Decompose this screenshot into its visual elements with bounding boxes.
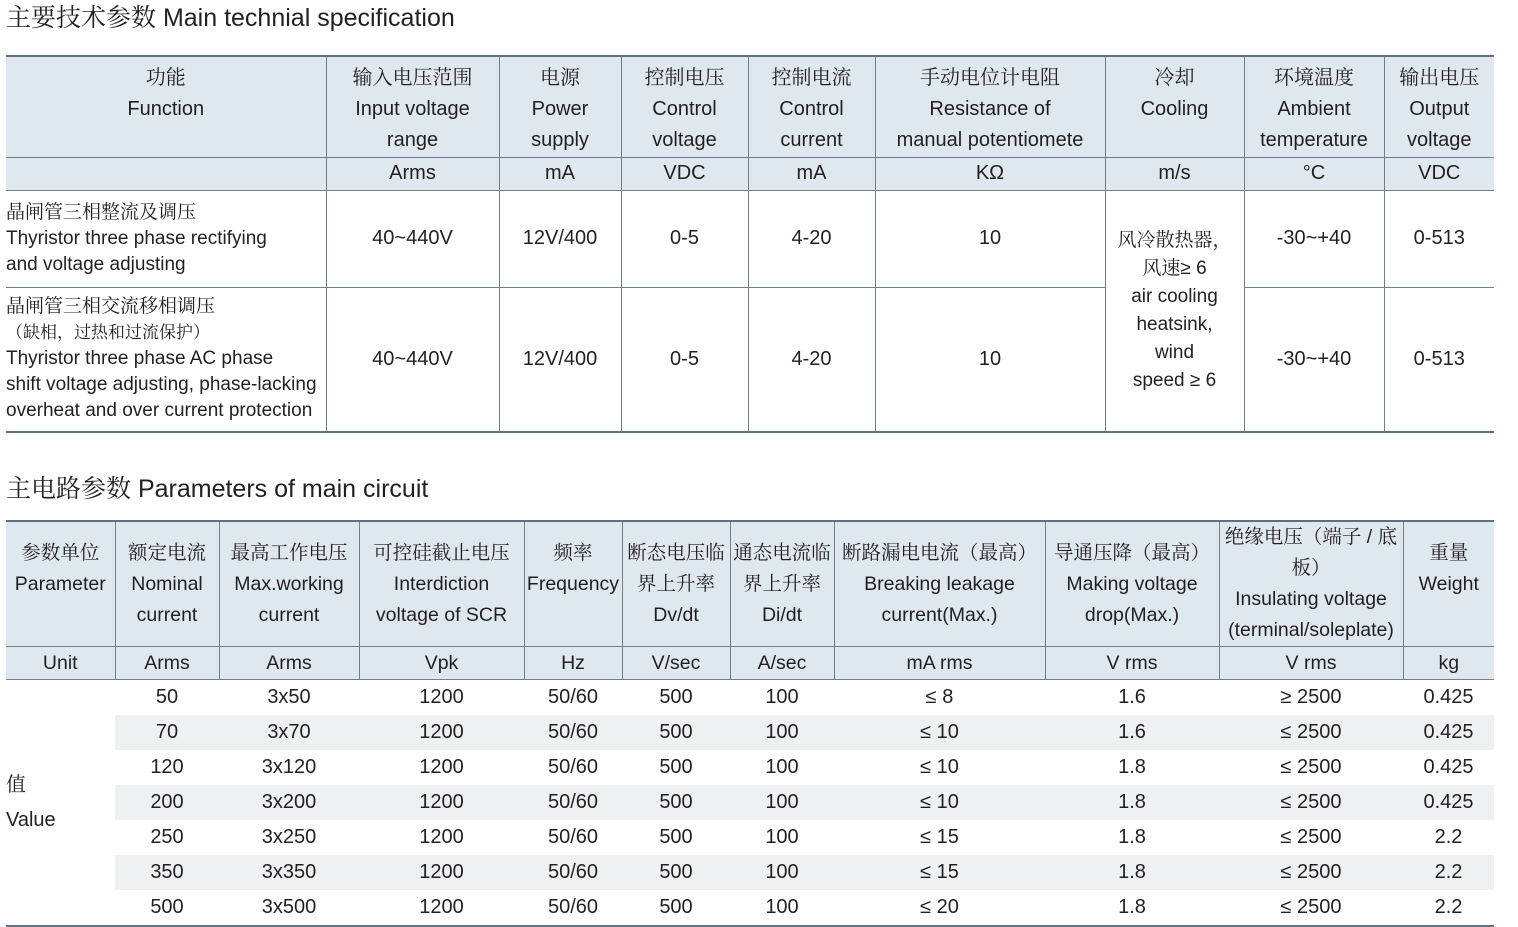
table-cell: 50/60 xyxy=(547,826,599,848)
unit-cell: Arms xyxy=(115,647,219,680)
table-cell: ≤ 10 xyxy=(834,785,1045,820)
header-insulating-voltage: 绝缘电压（端子 / 底板） Insulating voltage (terminal/soleplate) xyxy=(1219,521,1403,647)
spec-header-row xyxy=(6,56,1494,157)
table-cell: 100 xyxy=(765,756,799,778)
input-voltage-value: 40~440V xyxy=(326,287,499,432)
table-cell: 100 xyxy=(765,826,799,848)
table-cell: 500 xyxy=(622,855,730,890)
resistance-value: 10 xyxy=(875,190,1105,287)
unit-cell: kg xyxy=(1403,647,1494,680)
unit-cell: Unit xyxy=(6,647,115,680)
table-cell: ≤ 10 xyxy=(920,756,959,778)
table-cell: 500 xyxy=(659,826,693,848)
header-power-supply: 电源 Power supply xyxy=(499,56,621,157)
unit-cell: Arms xyxy=(326,157,499,190)
table-cell: 3x120 xyxy=(261,756,317,778)
spec-section-title: 主要技术参数 Main technial specification xyxy=(6,4,455,32)
table-cell: 0.425 xyxy=(1403,715,1494,750)
table-cell: 100 xyxy=(765,896,799,918)
unit-cell: Hz xyxy=(524,647,622,680)
table-cell: ≤ 20 xyxy=(920,896,959,918)
header-nominal-current: 额定电流 Nominal current xyxy=(115,521,219,647)
header-input-voltage: 输入电压范围 Input voltage range xyxy=(326,56,499,157)
ambient-value: -30~+40 xyxy=(1244,190,1384,287)
spec-row-phase-shift xyxy=(6,287,1494,432)
table-cell: ≤ 2500 xyxy=(1219,785,1403,820)
table-row xyxy=(6,890,1494,926)
unit-cell: mA xyxy=(499,157,621,190)
table-cell: 100 xyxy=(730,855,834,890)
table-row xyxy=(6,750,1494,785)
unit-cell: mA xyxy=(748,157,875,190)
table-cell: ≤ 2500 xyxy=(1280,896,1342,918)
table-cell: 1200 xyxy=(419,826,464,848)
table-cell: 500 xyxy=(622,785,730,820)
table-cell: 500 xyxy=(659,686,693,708)
table-cell: ≤ 10 xyxy=(834,715,1045,750)
header-dv-dt: 断态电压临 界上升率 Dv/dt xyxy=(622,521,730,647)
table-cell: 70 xyxy=(115,715,219,750)
table-cell: 50/60 xyxy=(524,855,622,890)
spec-row-rectifying xyxy=(6,190,1494,287)
table-cell: 1200 xyxy=(359,715,524,750)
output-voltage-value: 0-513 xyxy=(1384,287,1494,432)
table-cell: ≤ 2500 xyxy=(1219,715,1403,750)
table-cell: 50/60 xyxy=(547,896,599,918)
table-cell: 1.6 xyxy=(1045,715,1219,750)
unit-cell: V/sec xyxy=(622,647,730,680)
table-cell: 500 xyxy=(150,896,184,918)
table-cell: 50/60 xyxy=(524,715,622,750)
table-cell: 3x500 xyxy=(261,896,317,918)
table-cell: 50/60 xyxy=(547,686,599,708)
table-cell: 350 xyxy=(115,855,219,890)
table-cell: ≤ 2500 xyxy=(1280,826,1342,848)
table-cell: 2.2 xyxy=(1434,896,1463,918)
header-max-working: 最高工作电压 Max.working current xyxy=(219,521,359,647)
unit-cell: Arms xyxy=(219,647,359,680)
header-weight: 重量 Weight xyxy=(1403,521,1494,647)
control-voltage-value: 0-5 xyxy=(621,190,748,287)
table-cell: 3x50 xyxy=(267,686,311,708)
table-cell: 0.425 xyxy=(1423,686,1474,708)
unit-cell: A/sec xyxy=(730,647,834,680)
unit-cell: mA rms xyxy=(834,647,1045,680)
power-supply-value: 12V/400 xyxy=(499,190,621,287)
header-ambient-temperature: 环境温度 Ambient temperature xyxy=(1244,56,1384,157)
table-cell: 0.425 xyxy=(1423,756,1474,778)
unit-cell: V rms xyxy=(1045,647,1219,680)
table-cell: 1.6 xyxy=(1118,686,1146,708)
unit-cell: VDC xyxy=(621,157,748,190)
table-cell: ≤ 2500 xyxy=(1219,855,1403,890)
unit-cell: m/s xyxy=(1105,157,1244,190)
table-cell: 1200 xyxy=(359,785,524,820)
spec-unit-row xyxy=(6,157,1494,190)
table-cell: 100 xyxy=(765,686,799,708)
power-supply-value: 12V/400 xyxy=(499,287,621,432)
unit-cell: KΩ xyxy=(875,157,1105,190)
circuit-header-row xyxy=(6,521,1494,647)
header-cooling: 冷却 Cooling xyxy=(1105,56,1244,157)
table-cell: ≥ 2500 xyxy=(1280,686,1342,708)
table-cell: 3x250 xyxy=(261,826,317,848)
control-voltage-value: 0-5 xyxy=(621,287,748,432)
table-cell: 1200 xyxy=(419,896,464,918)
header-control-voltage: 控制电压 Control voltage xyxy=(621,56,748,157)
table-cell: 200 xyxy=(115,785,219,820)
table-cell: 100 xyxy=(730,715,834,750)
header-output-voltage: 输出电压 Output voltage xyxy=(1384,56,1494,157)
circuit-unit-row xyxy=(6,647,1494,680)
table-cell: 1200 xyxy=(419,756,464,778)
header-resistance: 手动电位计电阻 Resistance of manual potentiomete xyxy=(875,56,1105,157)
input-voltage-value: 40~440V xyxy=(326,190,499,287)
table-row xyxy=(6,820,1494,855)
table-row xyxy=(6,785,1494,820)
table-cell: 1.8 xyxy=(1118,756,1146,778)
table-cell: 50/60 xyxy=(547,756,599,778)
cooling-value: 风冷散热器， 风速≥ 6 air cooling heatsink, wind speed ≥ 6 xyxy=(1105,190,1244,432)
table-cell: 3x70 xyxy=(219,715,359,750)
table-cell: 250 xyxy=(150,826,184,848)
header-di-dt: 通态电流临 界上升率 Di/dt xyxy=(730,521,834,647)
table-cell: 1.8 xyxy=(1118,826,1146,848)
table-cell: 0.425 xyxy=(1403,785,1494,820)
header-making-voltage: 导通压降（最高） Making voltage drop(Max.) xyxy=(1045,521,1219,647)
main-spec-table xyxy=(6,55,1494,433)
main-circuit-table xyxy=(6,520,1494,927)
resistance-value: 10 xyxy=(875,287,1105,432)
header-function: 功能 Function xyxy=(6,56,326,157)
unit-cell: Vpk xyxy=(359,647,524,680)
table-row xyxy=(6,680,1494,716)
function-cell: 晶闸管三相整流及调压 Thyristor three phase rectifying and voltage adjusting xyxy=(6,190,326,287)
table-cell: 100 xyxy=(730,785,834,820)
header-interdiction-voltage: 可控硅截止电压 Interdiction voltage of SCR xyxy=(359,521,524,647)
header-parameter: 参数单位 Parameter xyxy=(6,521,115,647)
ambient-value: -30~+40 xyxy=(1244,287,1384,432)
table-cell: 1.8 xyxy=(1118,896,1146,918)
table-cell: 500 xyxy=(659,896,693,918)
unit-cell xyxy=(6,157,326,190)
table-cell: ≤ 2500 xyxy=(1280,756,1342,778)
table-cell: 120 xyxy=(150,756,184,778)
header-control-current: 控制电流 Control current xyxy=(748,56,875,157)
unit-cell: VDC xyxy=(1384,157,1494,190)
table-row xyxy=(6,715,1494,750)
table-cell: 1.8 xyxy=(1045,785,1219,820)
header-breaking-leakage: 断路漏电电流（最高） Breaking leakage current(Max.) xyxy=(834,521,1045,647)
header-frequency: 频率 Frequency xyxy=(524,521,622,647)
table-cell: ≤ 8 xyxy=(925,686,954,708)
table-cell: ≤ 15 xyxy=(834,855,1045,890)
table-cell: 500 xyxy=(622,715,730,750)
control-current-value: 4-20 xyxy=(748,287,875,432)
table-cell: 50 xyxy=(155,686,179,708)
output-voltage-value: 0-513 xyxy=(1384,190,1494,287)
circuit-section-title: 主电路参数 Parameters of main circuit xyxy=(6,475,429,503)
table-cell: 2.2 xyxy=(1434,826,1463,848)
unit-cell: V rms xyxy=(1219,647,1403,680)
table-cell: 1200 xyxy=(419,686,464,708)
table-cell: 3x350 xyxy=(219,855,359,890)
table-cell: 1.8 xyxy=(1045,855,1219,890)
table-cell: 500 xyxy=(659,756,693,778)
table-cell: 2.2 xyxy=(1403,855,1494,890)
function-cell: 晶闸管三相交流移相调压 （缺相，过热和过流保护） Thyristor three phase AC phase shift voltage adjusting, phase-lacking overheat and over current protection xyxy=(6,287,326,432)
value-label: 值 Value xyxy=(6,773,56,831)
control-current-value: 4-20 xyxy=(748,190,875,287)
table-cell: ≤ 15 xyxy=(920,826,959,848)
table-cell: 3x200 xyxy=(219,785,359,820)
table-row xyxy=(6,855,1494,890)
table-cell: 1200 xyxy=(359,855,524,890)
unit-cell: °C xyxy=(1244,157,1384,190)
table-cell: 50/60 xyxy=(524,785,622,820)
